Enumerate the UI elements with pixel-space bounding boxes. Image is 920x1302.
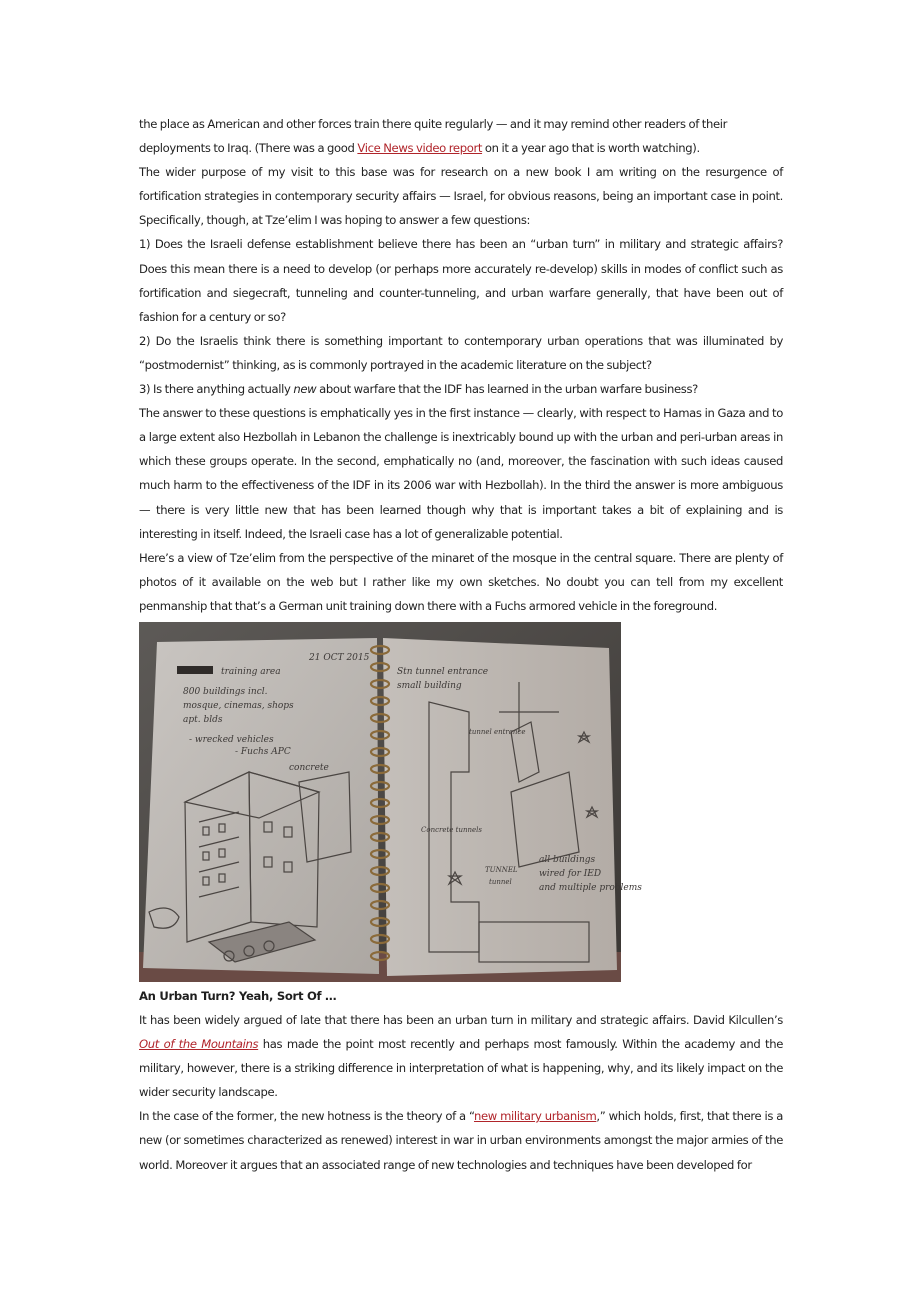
note: and multiple problems	[539, 882, 642, 893]
paragraph-urban-turn	[139, 1008, 783, 1104]
text: It has been widely argued of late that there has been an urban turn in military and strategic affairs. David Kilcullen’s	[139, 1012, 783, 1027]
note: all buildings	[539, 854, 596, 865]
new-military-urbanism-link[interactable]: new military urbanism	[473, 1109, 597, 1124]
text: the place as American and other forces train there quite regularly — and it may remind other readers of their deployments to Iraq. (There was a good	[139, 117, 728, 156]
note: apt. blds	[183, 714, 223, 725]
section-heading: An Urban Turn? Yeah, Sort Of …	[139, 988, 337, 1003]
out-of-the-mountains-link[interactable]: Out of the Mountains	[139, 1037, 259, 1052]
vice-news-link[interactable]: Vice News video report	[357, 141, 483, 156]
paragraph-view: Here’s a view of Tze’elim from the perspective of the minaret of the mosque in the central square. There are plenty of photos of it available on the web but I rather like my own sketches. No doubt you can tell from my excellent penmanship that that’s a German unit training down there with a Fuchs armored vehicle in the foreground.	[139, 550, 783, 613]
note: Stn tunnel entrance	[397, 666, 489, 677]
note: TUNNEL	[485, 865, 518, 874]
redacted-mark	[177, 666, 213, 674]
note: - wrecked vehicles	[189, 734, 274, 745]
note: Concrete tunnels	[421, 825, 482, 834]
note: training area	[221, 666, 281, 677]
note: mosque, cinemas, shops	[183, 700, 294, 711]
article-body	[139, 112, 783, 1177]
emphasis-new: new	[293, 382, 317, 397]
paragraph-intro	[139, 112, 783, 160]
question-2: 2) Do the Israelis think there is something important to contemporary urban operations that was illuminated by “postmodernist” thinking, as is commonly portrayed in the academic literature on the subject?	[139, 333, 783, 372]
note: tunnel	[489, 877, 512, 886]
question-1: 1) Does the Israeli defense establishment believe there has been an “urban turn” in military and strategic affairs? Does this mean there is a need to develop (or perhaps more accurately re-develop) skills in modes of conflict such as fortification and siegecraft, tunneling and counter-tunneling, and urban warfare generally, that have been out of fashion for a century or so?	[139, 237, 783, 324]
text: ,” which holds, first, that there is a new (or sometimes characterized as renewed) interest in war in urban environments amongst the major armies of the world. Moreover it argues that an associated range of new technologies and techniques have been developed for	[139, 1109, 783, 1172]
text: has made the point most recently and perhaps most famously. Within the academy and the military, however, there is a striking difference in interpretation of what is happening, why, and its likely impact on the wider security landscape.	[139, 1037, 783, 1100]
paragraph-new-military-urbanism	[139, 1104, 783, 1176]
paragraph-purpose: The wider purpose of my visit to this base was for research on a new book I am writing on the resurgence of fortification strategies in contemporary security affairs — Israel, for obvious reasons, being an important case in point. Specifically, though, at Tze’elim I was hoping to answer a few questions:	[139, 165, 783, 228]
note: concrete	[289, 762, 329, 773]
sketch-date: 21 OCT 2015	[309, 652, 370, 663]
text: on it a year ago that is worth watching).	[482, 141, 700, 156]
note: small building	[397, 680, 462, 691]
note: wired for IED	[539, 868, 602, 879]
note: tunnel entrance	[469, 727, 526, 736]
note: 800 buildings incl.	[183, 686, 268, 697]
note: - Fuchs APC	[235, 746, 291, 757]
text: 3) Is there anything actually	[139, 382, 294, 397]
question-3	[139, 377, 783, 401]
notebook-sketch-photo	[139, 622, 642, 982]
paragraph-answer: The answer to these questions is emphatically yes in the first instance — clearly, with respect to Hamas in Gaza and to a large extent also Hezbollah in Lebanon the challenge is inextricably bound up with the urban and peri-urban areas in which these groups operate. In the second, emphatically no (and, moreover, the fascination with such ideas caused much harm to the effectiveness of the IDF in its 2006 war with Hezbollah). In the third the answer is more ambiguous — there is very little new that has been learned though why that is important takes a bit of explaining and is interesting in itself. Indeed, the Israeli case has a lot of generalizable potential.	[139, 406, 783, 541]
text: about warfare that the IDF has learned in the urban warfare business?	[316, 382, 698, 397]
text: In the case of the former, the new hotness is the theory of a “	[139, 1109, 474, 1124]
